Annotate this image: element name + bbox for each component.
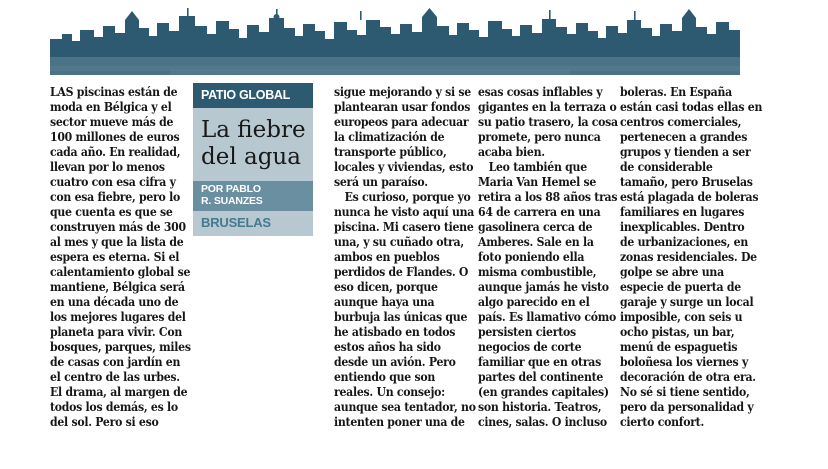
text-line: 64 de carrera en una bbox=[478, 204, 601, 219]
text-line: que cuenta es que se bbox=[50, 204, 173, 219]
text-line: aunque sea tentador, no bbox=[334, 399, 476, 414]
text-line: aunque jamás he visto bbox=[478, 279, 609, 294]
text-line: especie de puerta de bbox=[620, 279, 741, 294]
text-line: centros comerciales, bbox=[620, 114, 742, 129]
text-line: R. SUANZES bbox=[201, 194, 263, 207]
text-line: Es curioso, porque yo bbox=[334, 189, 471, 204]
text-line: el centro de las urbes. bbox=[50, 369, 180, 384]
article-headline bbox=[193, 108, 313, 181]
text-line: cada año. En realidad, bbox=[50, 144, 181, 159]
text-line: La fiebre bbox=[201, 117, 306, 143]
text-line: locales y viviendas, esto bbox=[334, 159, 474, 174]
article-byline bbox=[193, 181, 313, 211]
text-line: misma combustible, bbox=[478, 264, 597, 279]
text-line: Leo también que bbox=[478, 159, 587, 174]
text-line: aunque haya una bbox=[334, 294, 435, 309]
text-line: construyen más de 300 bbox=[50, 219, 186, 234]
text-line: (en grandes capitales) bbox=[478, 384, 609, 399]
text-line: decoración de otra era. bbox=[620, 369, 756, 384]
text-line: nunca he visto aquí una bbox=[334, 204, 475, 219]
text-line: transporte público, bbox=[334, 144, 447, 159]
text-line: boleras. En España bbox=[620, 84, 732, 99]
text-line: planeta para vivir. Con bbox=[50, 324, 182, 339]
text-line: llevan por lo menos bbox=[50, 159, 165, 174]
article-column-2 bbox=[334, 84, 484, 429]
text-line: será un paraíso. bbox=[334, 174, 428, 189]
city-skyline-icon bbox=[50, 8, 740, 75]
text-line: una, y su cuñado otra, bbox=[334, 234, 464, 249]
text-line: país. Es llamativo cómo bbox=[478, 309, 616, 324]
text-line: esas cosas inflables y bbox=[478, 84, 603, 99]
text-line: promete, pero nunca bbox=[478, 129, 601, 144]
text-line: he atisbado en todos bbox=[334, 324, 456, 339]
text-line: con esa fiebre, pero lo bbox=[50, 189, 180, 204]
text-line: grupos y tienden a ser bbox=[620, 144, 751, 159]
text-line: cuatro con esa cifra y bbox=[50, 174, 176, 189]
article-column-4 bbox=[620, 84, 770, 429]
text-line: son historia. Teatros, bbox=[478, 399, 602, 414]
text-line: gigantes en la terraza o bbox=[478, 99, 617, 114]
text-line: retira a los 88 años tras bbox=[478, 189, 618, 204]
text-line: pero da personalidad y bbox=[620, 399, 754, 414]
text-line: boloñesa los viernes y bbox=[620, 354, 749, 369]
text-line: espera es eterna. Si el bbox=[50, 249, 180, 264]
article-dateline: BRUSELAS bbox=[193, 211, 313, 236]
text-line: golpe se abre una bbox=[620, 264, 724, 279]
text-line: POR PABLO bbox=[201, 183, 261, 195]
text-line: en una década uno de bbox=[50, 294, 179, 309]
text-line: algo parecido en el bbox=[478, 294, 590, 309]
text-line: están casi todas ellas en bbox=[620, 99, 763, 114]
text-line: burbuja las únicas que bbox=[334, 309, 468, 324]
text-line: calentamiento global se bbox=[50, 264, 191, 279]
text-line: estos años ha sido bbox=[334, 339, 441, 354]
article-column-3 bbox=[478, 84, 628, 429]
text-line: persisten ciertos bbox=[478, 324, 576, 339]
text-line: europeos para adecuar bbox=[334, 114, 469, 129]
text-line: la climatización de bbox=[334, 129, 445, 144]
text-line: al mes y que la lista de bbox=[50, 234, 184, 249]
text-line: tamaño, pero Bruselas bbox=[620, 174, 753, 189]
text-line: reales. Un consejo: bbox=[334, 384, 445, 399]
text-line: Maria Van Hemel se bbox=[478, 174, 597, 189]
text-line: moda en Bélgica y el bbox=[50, 99, 172, 114]
text-line: su patio trasero, la cosa bbox=[478, 114, 618, 129]
section-kicker: PATIO GLOBAL bbox=[193, 83, 313, 108]
text-line: sector mueve más de bbox=[50, 114, 174, 129]
text-line: piscina. Mi casero tiene bbox=[334, 219, 474, 234]
text-line: familiares en lugares bbox=[620, 204, 745, 219]
article-header bbox=[193, 83, 313, 236]
text-line: zonas residenciales. De bbox=[620, 249, 757, 264]
text-line: los mejores lugares del bbox=[50, 309, 186, 324]
text-line: perdidos de Flandes. O bbox=[334, 264, 469, 279]
text-line: El drama, al margen de bbox=[50, 384, 188, 399]
text-line: No sé si tiene sentido, bbox=[620, 384, 750, 399]
text-line: plantearan usar fondos bbox=[334, 99, 471, 114]
text-line: acaba bien. bbox=[478, 144, 545, 159]
text-line: sigue mejorando y si se bbox=[334, 84, 471, 99]
text-line: de considerable bbox=[620, 159, 713, 174]
text-line: garaje y surge un local bbox=[620, 294, 754, 309]
text-line: intenten poner una de bbox=[334, 414, 465, 429]
text-line: negocios de corte bbox=[478, 339, 582, 354]
text-line: eso dicen, porque bbox=[334, 279, 438, 294]
text-line: imposible, con seis u bbox=[620, 309, 743, 324]
text-line: está plagada de boleras bbox=[620, 189, 759, 204]
text-line: cines, salas. O incluso bbox=[478, 414, 607, 429]
text-line: de urbanizaciones, en bbox=[620, 234, 749, 249]
text-line: de casas con jardín en bbox=[50, 354, 181, 369]
text-line: pertenecen a grandes bbox=[620, 129, 748, 144]
text-line: Amberes. Sale en la bbox=[478, 234, 594, 249]
text-line: mantiene, Bélgica será bbox=[50, 279, 185, 294]
text-line: desde un avión. Pero bbox=[334, 354, 456, 369]
text-line: ambos en pueblos bbox=[334, 249, 440, 264]
text-line: menú de espaguetis bbox=[620, 339, 738, 354]
text-line: del sol. Pero si eso bbox=[50, 414, 159, 429]
text-line: partes del continente bbox=[478, 369, 604, 384]
text-line: gasolinera cerca de bbox=[478, 219, 593, 234]
text-line: 100 millones de euros bbox=[50, 129, 180, 144]
article-column-1 bbox=[50, 84, 200, 429]
text-line: ocho pistas, un bar, bbox=[620, 324, 735, 339]
text-line: cierto confort. bbox=[620, 414, 704, 429]
text-line: del agua bbox=[201, 144, 301, 170]
text-line: familiar que en otras bbox=[478, 354, 601, 369]
text-line: LAS piscinas están de bbox=[50, 84, 178, 99]
text-line: foto poniendo ella bbox=[478, 249, 585, 264]
text-line: todos los demás, es lo bbox=[50, 399, 178, 414]
text-line: inexplicables. Dentro bbox=[620, 219, 745, 234]
text-line: entiendo que son bbox=[334, 369, 436, 384]
text-line: bosques, parques, miles bbox=[50, 339, 191, 354]
